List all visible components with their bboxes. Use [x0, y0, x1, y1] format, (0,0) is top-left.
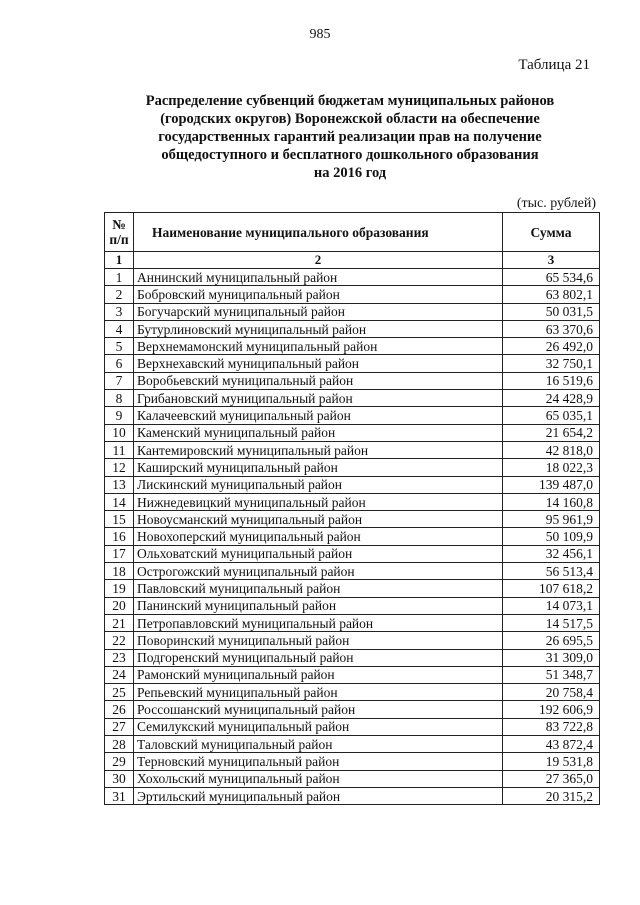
amount: 192 606,9 — [503, 701, 600, 718]
amount: 18 022,3 — [503, 459, 600, 476]
column-index: 2 — [134, 252, 503, 269]
row-number: 28 — [105, 736, 134, 753]
municipality-name: Аннинский муниципальный район — [134, 269, 503, 286]
municipality-name: Ольховатский муниципальный район — [134, 545, 503, 562]
row-number: 27 — [105, 718, 134, 735]
table-row — [105, 580, 600, 597]
amount: 65 534,6 — [503, 269, 600, 286]
row-number: 24 — [105, 666, 134, 683]
row-number: 23 — [105, 649, 134, 666]
amount: 50 109,9 — [503, 528, 600, 545]
amount: 26 492,0 — [503, 338, 600, 355]
municipality-name: Павловский муниципальный район — [134, 580, 503, 597]
row-number: 26 — [105, 701, 134, 718]
title-line: общедоступного и бесплатного дошкольного образования — [161, 147, 539, 163]
amount: 16 519,6 — [503, 372, 600, 389]
table-row — [105, 286, 600, 303]
table-row — [105, 320, 600, 337]
municipality-name: Каменский муниципальный район — [134, 424, 503, 441]
municipality-name: Воробьевский муниципальный район — [134, 372, 503, 389]
amount: 51 348,7 — [503, 666, 600, 683]
row-number: 8 — [105, 390, 134, 407]
amount: 139 487,0 — [503, 476, 600, 493]
row-number: 9 — [105, 407, 134, 424]
municipality-name: Россошанский муниципальный район — [134, 701, 503, 718]
table-label: Таблица 21 — [518, 57, 590, 73]
row-number: 30 — [105, 770, 134, 787]
municipality-name: Семилукский муниципальный район — [134, 718, 503, 735]
row-number: 17 — [105, 545, 134, 562]
table-row — [105, 407, 600, 424]
municipality-name: Калачеевский муниципальный район — [134, 407, 503, 424]
row-number: 2 — [105, 286, 134, 303]
municipality-name: Каширский муниципальный район — [134, 459, 503, 476]
amount: 43 872,4 — [503, 736, 600, 753]
table-row — [105, 476, 600, 493]
table-row — [105, 632, 600, 649]
municipality-name: Новоусманский муниципальный район — [134, 511, 503, 528]
subventions-table — [104, 212, 600, 805]
table-row — [105, 753, 600, 770]
title-line: Распределение субвенций бюджетам муниципальных районов — [145, 93, 555, 109]
table-row — [105, 355, 600, 372]
row-number: 7 — [105, 372, 134, 389]
amount: 42 818,0 — [503, 441, 600, 458]
title-line: на 2016 год — [313, 165, 387, 181]
table-row — [105, 787, 600, 804]
units-note: (тыс. рублей) — [516, 196, 596, 211]
row-number: 22 — [105, 632, 134, 649]
amount: 32 750,1 — [503, 355, 600, 372]
municipality-name: Поворинский муниципальный район — [134, 632, 503, 649]
amount: 24 428,9 — [503, 390, 600, 407]
amount: 19 531,8 — [503, 753, 600, 770]
row-number: 25 — [105, 684, 134, 701]
table-row — [105, 770, 600, 787]
municipality-name: Подгоренский муниципальный район — [134, 649, 503, 666]
row-number: 31 — [105, 787, 134, 804]
amount: 32 456,1 — [503, 545, 600, 562]
amount: 63 802,1 — [503, 286, 600, 303]
table-row — [105, 718, 600, 735]
municipality-name: Грибановский муниципальный район — [134, 390, 503, 407]
header-name: Наименование муниципального образования — [134, 213, 503, 252]
page-number: 985 — [309, 27, 331, 42]
table-row — [105, 563, 600, 580]
table-row — [105, 269, 600, 286]
row-number: 18 — [105, 563, 134, 580]
table-row — [105, 424, 600, 441]
table-row — [105, 649, 600, 666]
row-number: 15 — [105, 511, 134, 528]
municipality-name: Богучарский муниципальный район — [134, 303, 503, 320]
row-number: 21 — [105, 614, 134, 631]
header-sum: Сумма — [503, 213, 600, 252]
column-index: 3 — [503, 252, 600, 269]
amount: 21 654,2 — [503, 424, 600, 441]
table-row — [105, 597, 600, 614]
table-row — [105, 736, 600, 753]
table-row — [105, 493, 600, 510]
municipality-name: Бобровский муниципальный район — [134, 286, 503, 303]
amount: 14 160,8 — [503, 493, 600, 510]
row-number: 3 — [105, 303, 134, 320]
title-line: (городских округов) Воронежской области на обеспечение — [160, 111, 540, 127]
amount: 56 513,4 — [503, 563, 600, 580]
table-row — [105, 372, 600, 389]
municipality-name: Терновский муниципальный район — [134, 753, 503, 770]
column-index-row — [105, 252, 600, 269]
municipality-name: Панинский муниципальный район — [134, 597, 503, 614]
amount: 65 035,1 — [503, 407, 600, 424]
table-row — [105, 684, 600, 701]
amount: 26 695,5 — [503, 632, 600, 649]
municipality-name: Верхнехавский муниципальный район — [134, 355, 503, 372]
table-row — [105, 303, 600, 320]
table-row — [105, 390, 600, 407]
table-row — [105, 338, 600, 355]
row-number: 13 — [105, 476, 134, 493]
table-row — [105, 614, 600, 631]
table-row — [105, 441, 600, 458]
row-number: 20 — [105, 597, 134, 614]
municipality-name: Верхнемамонский муниципальный район — [134, 338, 503, 355]
amount: 14 073,1 — [503, 597, 600, 614]
table-row — [105, 528, 600, 545]
row-number: 16 — [105, 528, 134, 545]
table-row — [105, 459, 600, 476]
amount: 14 517,5 — [503, 614, 600, 631]
municipality-name: Нижнедевицкий муниципальный район — [134, 493, 503, 510]
municipality-name: Кантемировский муниципальный район — [134, 441, 503, 458]
table-row — [105, 511, 600, 528]
table-row — [105, 545, 600, 562]
amount: 20 315,2 — [503, 787, 600, 804]
municipality-name: Хохольский муниципальный район — [134, 770, 503, 787]
amount: 27 365,0 — [503, 770, 600, 787]
municipality-name: Лискинский муниципальный район — [134, 476, 503, 493]
municipality-name: Новохоперский муниципальный район — [134, 528, 503, 545]
row-number: 11 — [105, 441, 134, 458]
municipality-name: Бутурлиновский муниципальный район — [134, 320, 503, 337]
column-index: 1 — [105, 252, 134, 269]
municipality-name: Репьевский муниципальный район — [134, 684, 503, 701]
amount: 95 961,9 — [503, 511, 600, 528]
row-number: 6 — [105, 355, 134, 372]
row-number: 5 — [105, 338, 134, 355]
amount: 107 618,2 — [503, 580, 600, 597]
amount: 83 722,8 — [503, 718, 600, 735]
header-number: № п/п — [105, 213, 134, 252]
row-number: 4 — [105, 320, 134, 337]
title-line: государственных гарантий реализации прав на получение — [158, 129, 542, 145]
row-number: 10 — [105, 424, 134, 441]
municipality-name: Рамонский муниципальный район — [134, 666, 503, 683]
amount: 31 309,0 — [503, 649, 600, 666]
municipality-name: Петропавловский муниципальный район — [134, 614, 503, 631]
amount: 20 758,4 — [503, 684, 600, 701]
table-row — [105, 666, 600, 683]
municipality-name: Таловский муниципальный район — [134, 736, 503, 753]
table-row — [105, 701, 600, 718]
municipality-name: Острогожский муниципальный район — [134, 563, 503, 580]
table-header-row — [105, 213, 600, 252]
amount: 50 031,5 — [503, 303, 600, 320]
document-title — [130, 92, 570, 182]
row-number: 19 — [105, 580, 134, 597]
municipality-name: Эртильский муниципальный район — [134, 787, 503, 804]
row-number: 14 — [105, 493, 134, 510]
row-number: 12 — [105, 459, 134, 476]
amount: 63 370,6 — [503, 320, 600, 337]
row-number: 1 — [105, 269, 134, 286]
row-number: 29 — [105, 753, 134, 770]
